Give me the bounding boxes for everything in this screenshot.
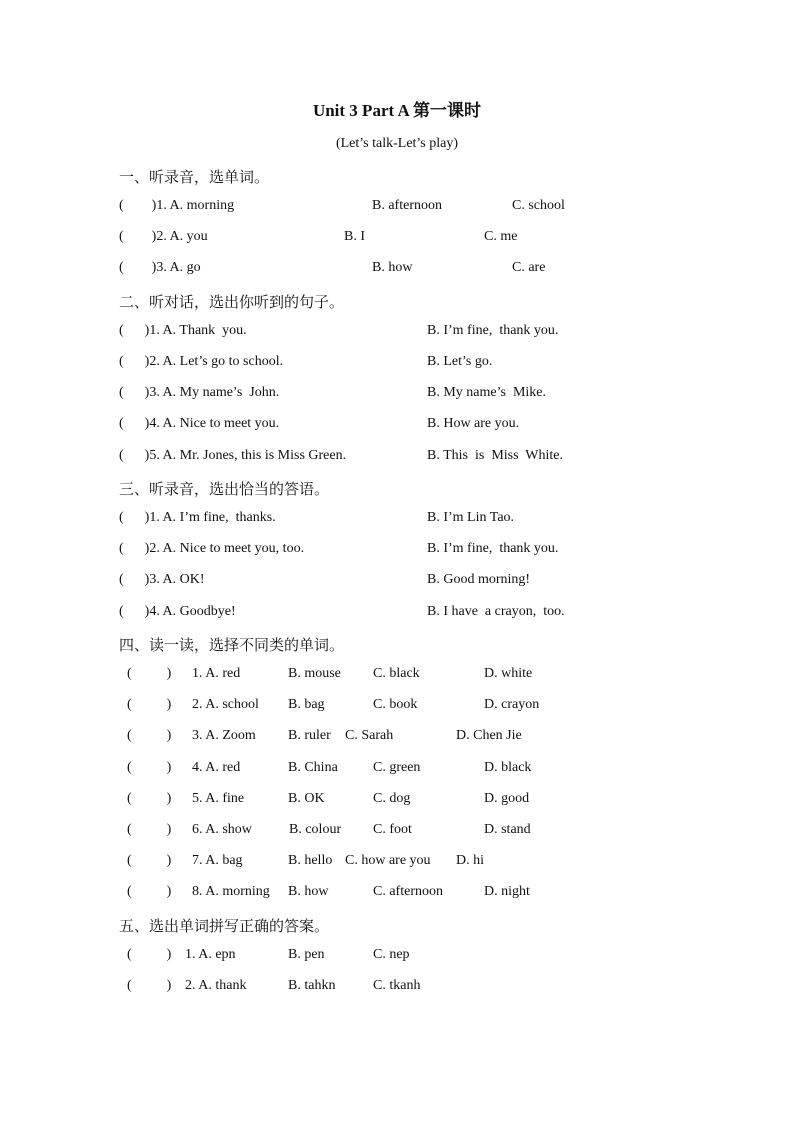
option-a: 8. A. morning — [192, 884, 270, 899]
option-b: B. I have a crayon, too. — [427, 604, 565, 619]
answer-paren: ( ) — [127, 697, 172, 712]
section-5-heading: 五、选出单词拼写正确的答案。 — [119, 919, 330, 935]
question-row — [119, 728, 719, 748]
option-c: C. afternoon — [373, 884, 443, 899]
section-4-heading: 四、读一读，选择不同类的单词。 — [119, 638, 345, 654]
option-b: B. mouse — [288, 666, 341, 681]
question-row — [119, 510, 719, 530]
question-row — [119, 260, 719, 280]
question-row — [119, 229, 719, 249]
answer-paren: ( ) — [127, 947, 172, 962]
section-3-heading: 三、听录音，选出恰当的答语。 — [119, 482, 330, 498]
option-b: B. This is Miss White. — [427, 448, 564, 463]
option-a: 7. A. bag — [192, 853, 243, 868]
question-row — [119, 947, 719, 967]
option-c: C. tkanh — [373, 978, 421, 993]
option-d: D. good — [484, 791, 530, 806]
option-b: B. colour — [289, 822, 342, 837]
question-row — [119, 853, 719, 873]
option-b: B. OK — [288, 791, 325, 806]
option-b: B. how — [372, 260, 413, 275]
option-b: B. Let’s go. — [427, 354, 493, 369]
question-row — [119, 354, 719, 374]
answer-paren: ( ) — [127, 791, 172, 806]
option-a: 1. A. red — [192, 666, 241, 681]
question-row — [119, 884, 719, 904]
option-c: C. nep — [373, 947, 410, 962]
option-b: B. China — [288, 760, 338, 775]
question-number-option-a: ( )3. A. My name’s John. — [119, 385, 280, 400]
question-row — [119, 791, 719, 811]
option-c: C. me — [484, 229, 518, 244]
question-number-option-a: ( )1. A. I’m fine, thanks. — [119, 510, 276, 525]
option-a: 2. A. thank — [185, 978, 247, 993]
option-b: B. I’m fine, thank you. — [427, 323, 559, 338]
section-2-heading: 二、听对话，选出你听到的句子。 — [119, 295, 345, 311]
option-b: B. tahkn — [288, 978, 336, 993]
section-1-heading: 一、听录音，选单词。 — [119, 170, 270, 186]
answer-paren: ( ) — [127, 666, 172, 681]
option-c: C. foot — [373, 822, 412, 837]
option-a: 5. A. fine — [192, 791, 245, 806]
question-row — [119, 978, 719, 998]
question-row — [119, 760, 719, 780]
question-row — [119, 572, 719, 592]
question-row — [119, 822, 719, 842]
option-c: C. school — [512, 198, 565, 213]
option-d: D. crayon — [484, 697, 540, 712]
question-row — [119, 198, 719, 218]
question-number-option-a: ( )3. A. go — [119, 260, 201, 275]
page-subtitle: (Let’s talk-Let’s play) — [335, 136, 459, 151]
option-b: B. afternoon — [372, 198, 442, 213]
question-row — [119, 416, 719, 436]
option-b: B. I’m fine, thank you. — [427, 541, 559, 556]
option-c: C. are — [512, 260, 546, 275]
option-b: B. I’m Lin Tao. — [427, 510, 515, 525]
option-d: D. hi — [456, 853, 484, 868]
option-b: B. Good morning! — [427, 572, 531, 587]
answer-paren: ( ) — [127, 728, 172, 743]
question-number-option-a: ( )4. A. Nice to meet you. — [119, 416, 280, 431]
option-b: B. How are you. — [427, 416, 520, 431]
option-a: 3. A. Zoom — [192, 728, 256, 743]
answer-paren: ( ) — [127, 822, 172, 837]
option-b: B. I — [344, 229, 365, 244]
option-c: C. green — [373, 760, 421, 775]
option-d: D. stand — [484, 822, 531, 837]
option-a: 2. A. school — [192, 697, 259, 712]
question-number-option-a: ( )2. A. Nice to meet you, too. — [119, 541, 305, 556]
option-c: C. Sarah — [345, 728, 394, 743]
question-number-option-a: ( )1. A. Thank you. — [119, 323, 247, 338]
option-b: B. bag — [288, 697, 325, 712]
question-number-option-a: ( )2. A. Let’s go to school. — [119, 354, 284, 369]
option-d: D. night — [484, 884, 530, 899]
question-number-option-a: ( )5. A. Mr. Jones, this is Miss Green. — [119, 448, 347, 463]
option-b: B. pen — [288, 947, 325, 962]
option-a: 6. A. show — [192, 822, 252, 837]
option-d: D. white — [484, 666, 533, 681]
page-title: Unit 3 Part A 第一课时 — [312, 101, 482, 120]
option-b: B. how — [288, 884, 329, 899]
option-d: D. black — [484, 760, 532, 775]
question-number-option-a: ( )1. A. morning — [119, 198, 235, 213]
answer-paren: ( ) — [127, 760, 172, 775]
option-b: B. hello — [288, 853, 333, 868]
question-row — [119, 697, 719, 717]
question-row — [119, 666, 719, 686]
question-row — [119, 448, 719, 468]
question-row — [119, 323, 719, 343]
option-b: B. My name’s Mike. — [427, 385, 546, 400]
answer-paren: ( ) — [127, 884, 172, 899]
option-d: D. Chen Jie — [456, 728, 522, 743]
answer-paren: ( ) — [127, 853, 172, 868]
option-a: 4. A. red — [192, 760, 241, 775]
option-c: C. book — [373, 697, 418, 712]
option-c: C. how are you — [345, 853, 431, 868]
option-c: C. dog — [373, 791, 411, 806]
question-number-option-a: ( )2. A. you — [119, 229, 208, 244]
question-row — [119, 604, 719, 624]
answer-paren: ( ) — [127, 978, 172, 993]
question-row — [119, 541, 719, 561]
option-b: B. ruler — [288, 728, 331, 743]
question-number-option-a: ( )4. A. Goodbye! — [119, 604, 236, 619]
option-a: 1. A. epn — [185, 947, 236, 962]
question-number-option-a: ( )3. A. OK! — [119, 572, 205, 587]
option-c: C. black — [373, 666, 420, 681]
question-row — [119, 385, 719, 405]
